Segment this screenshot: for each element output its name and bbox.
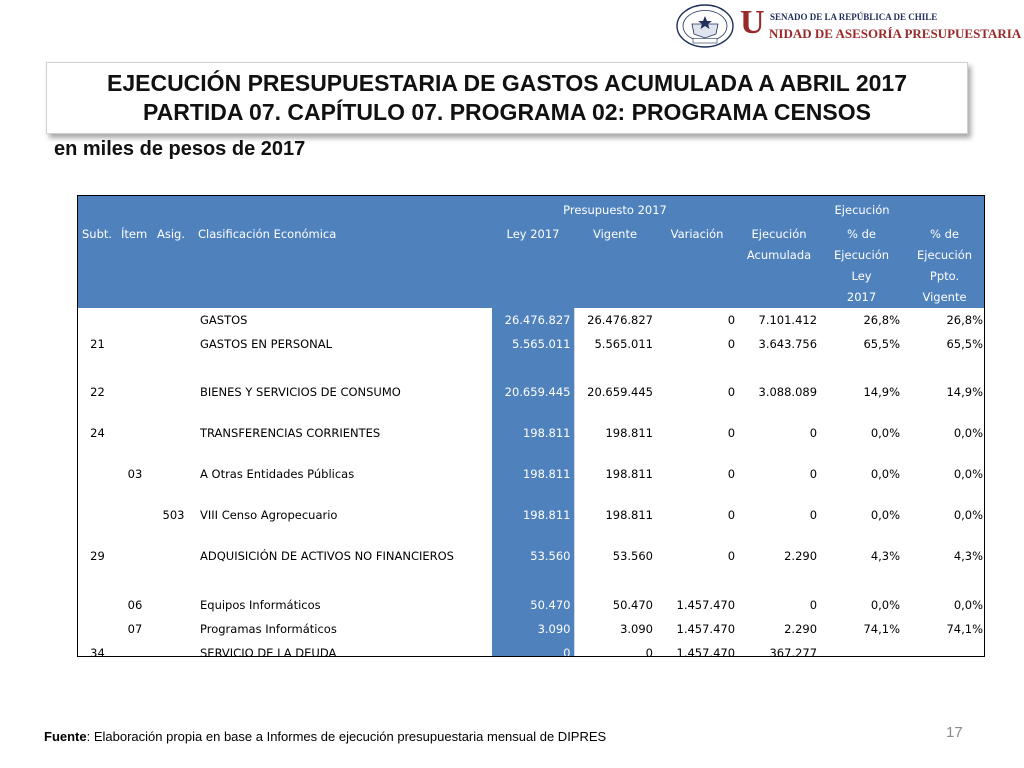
cell-pct-vig: 26,8% xyxy=(946,313,984,327)
table-row xyxy=(78,577,985,617)
cell-variacion: 1.457.470 xyxy=(676,646,736,657)
cell-ejecucion: 367.277 xyxy=(769,646,818,657)
cell-pct-ley: 4,3% xyxy=(870,549,901,563)
cell-item xyxy=(117,413,153,454)
cell-ley: 3.090 xyxy=(492,617,574,641)
cell-subt xyxy=(78,308,117,332)
cell-pct-vig: 74,1% xyxy=(946,622,984,636)
cell-ley: 198.811 xyxy=(492,495,574,536)
budget-table xyxy=(77,195,985,657)
col-pct-ley xyxy=(820,224,903,308)
cell-variacion: 1.457.470 xyxy=(676,622,736,636)
cell-asig xyxy=(153,454,194,495)
cell-ley: 198.811 xyxy=(492,413,574,454)
cell-ley: 20.659.445 xyxy=(492,372,574,413)
cell-vigente: 3.090 xyxy=(620,622,653,636)
cell-pct-ley: 0,0% xyxy=(870,598,901,612)
cell-label: GASTOS EN PERSONAL xyxy=(200,337,333,351)
cell-subt xyxy=(78,454,117,495)
cell-label: GASTOS xyxy=(200,313,248,327)
cell-ejecucion: 0 xyxy=(809,598,818,612)
cell-asig: 503 xyxy=(162,508,185,522)
cell-item xyxy=(117,332,153,372)
cell-asig xyxy=(153,372,194,413)
cell-ejecucion: 0 xyxy=(809,467,818,481)
cell-ejecucion: 0 xyxy=(809,508,818,522)
title-line-1: EJECUCIÓN PRESUPUESTARIA DE GASTOS ACUMULADA A ABRIL 2017 xyxy=(106,70,907,96)
table-row xyxy=(78,308,985,332)
col-variacion: Variación xyxy=(656,224,738,308)
cell-pct-ley: 0,0% xyxy=(870,426,901,440)
senate-seal-logo xyxy=(676,4,734,48)
col-subt: Subt. xyxy=(78,224,117,308)
cell-asig xyxy=(153,332,194,372)
cell-ley: 53.560 xyxy=(492,536,574,577)
group-ejecucion: Ejecución xyxy=(738,196,985,224)
brand-initial: U xyxy=(740,4,765,41)
cell-variacion: 0 xyxy=(727,337,736,351)
table-row xyxy=(78,413,985,454)
cell-item xyxy=(117,536,153,577)
cell-vigente: 5.565.011 xyxy=(594,337,653,351)
header-columns-row xyxy=(78,224,985,308)
cell-label: A Otras Entidades Públicas xyxy=(200,467,355,481)
cell-variacion: 0 xyxy=(727,385,736,399)
col-ley: Ley 2017 xyxy=(492,224,574,308)
cell-label: Programas Informáticos xyxy=(200,622,337,636)
cell-variacion: 0 xyxy=(727,549,736,563)
cell-item xyxy=(117,641,153,657)
cell-asig xyxy=(153,308,194,332)
cell-vigente: 0 xyxy=(645,646,653,657)
cell-variacion: 0 xyxy=(727,313,736,327)
col-ejecucion-acumulada xyxy=(738,224,820,308)
cell-variacion: 0 xyxy=(727,467,736,481)
cell-label: SERVICIO DE LA DEUDA xyxy=(200,646,337,657)
cell-pct-ley: 0,0% xyxy=(870,508,901,522)
cell-subt xyxy=(78,495,117,536)
cell-ley: 26.476.827 xyxy=(492,308,574,332)
cell-subt: 34 xyxy=(90,646,105,657)
table-row xyxy=(78,641,985,657)
cell-subt xyxy=(78,617,117,641)
col-pct-ley-l1: % de xyxy=(847,227,877,241)
cell-vigente: 20.659.445 xyxy=(587,385,653,399)
cell-variacion: 0 xyxy=(727,426,736,440)
cell-pct-vig: 0,0% xyxy=(953,426,984,440)
cell-vigente: 198.811 xyxy=(605,508,653,522)
title-box xyxy=(46,62,968,134)
title-line-2: PARTIDA 07. CAPÍTULO 07. PROGRAMA 02: PROGRAMA CENSOS xyxy=(143,99,871,125)
cell-ley: 0 xyxy=(492,641,574,657)
col-ejec-l2: Acumulada xyxy=(746,248,812,262)
cell-label: TRANSFERENCIAS CORRIENTES xyxy=(200,426,381,440)
cell-item: 03 xyxy=(127,467,143,481)
col-pct-vigente xyxy=(903,224,985,308)
col-pct-vig-l3: Ppto. Vigente xyxy=(922,269,967,304)
cell-pct-vig: 0,0% xyxy=(953,508,984,522)
cell-variacion: 1.457.470 xyxy=(676,598,736,612)
cell-item xyxy=(117,308,153,332)
cell-pct-vig: 0,0% xyxy=(953,598,984,612)
cell-pct-ley: 65,5% xyxy=(863,337,901,351)
cell-item: 06 xyxy=(127,598,143,612)
senate-line: SENADO DE LA REPÚBLICA DE CHILE xyxy=(770,12,938,22)
cell-pct-vig: 14,9% xyxy=(946,385,984,399)
cell-pct-ley: 74,1% xyxy=(863,622,901,636)
cell-pct-vig xyxy=(903,641,985,657)
cell-ejecucion: 2.290 xyxy=(784,622,818,636)
col-pct-ley-l2: Ejecución Ley xyxy=(834,248,890,283)
unit-name: NIDAD DE ASESORÍA PRESUPUESTARIA xyxy=(769,26,1022,41)
cell-ejecucion: 2.290 xyxy=(784,549,818,563)
cell-ley: 198.811 xyxy=(492,454,574,495)
cell-ejecucion: 0 xyxy=(809,426,818,440)
cell-subt: 29 xyxy=(90,549,105,563)
cell-subt: 21 xyxy=(90,337,105,351)
col-pct-vig-l1: % de xyxy=(930,227,960,241)
cell-ley: 50.470 xyxy=(492,577,574,617)
cell-vigente: 50.470 xyxy=(612,598,653,612)
table-row xyxy=(78,332,985,372)
cell-vigente: 198.811 xyxy=(605,467,653,481)
page-number: 17 xyxy=(946,724,963,741)
cell-asig xyxy=(153,617,194,641)
cell-pct-vig: 4,3% xyxy=(953,549,984,563)
source-note xyxy=(44,729,606,744)
cell-ley: 5.565.011 xyxy=(492,332,574,372)
cell-item xyxy=(117,372,153,413)
col-pct-vig-l2: Ejecución xyxy=(917,248,973,262)
table-row xyxy=(78,454,985,495)
cell-vigente: 26.476.827 xyxy=(587,313,653,327)
col-pct-ley-l3: 2017 xyxy=(846,290,877,304)
col-ejec-l1: Ejecución xyxy=(751,227,807,241)
cell-asig xyxy=(153,577,194,617)
source-label: Fuente xyxy=(44,729,87,744)
cell-pct-ley xyxy=(820,641,903,657)
cell-ejecucion: 7.101.412 xyxy=(758,313,818,327)
cell-variacion: 0 xyxy=(727,508,736,522)
source-text: : Elaboración propia en base a Informes de ejecución presupuestaria mensual de DIPRES xyxy=(86,729,607,744)
cell-vigente: 198.811 xyxy=(605,426,653,440)
col-item: Ítem xyxy=(117,224,153,308)
cell-asig xyxy=(153,536,194,577)
table-row xyxy=(78,372,985,413)
cell-item xyxy=(117,495,153,536)
table-row xyxy=(78,495,985,536)
cell-subt: 22 xyxy=(90,385,105,399)
cell-label: ADQUISICIÓN DE ACTIVOS NO FINANCIEROS xyxy=(200,549,454,563)
cell-label: BIENES Y SERVICIOS DE CONSUMO xyxy=(200,385,401,399)
cell-label: Equipos Informáticos xyxy=(200,598,321,612)
cell-subt: 24 xyxy=(90,426,105,440)
cell-label: VIII Censo Agropecuario xyxy=(200,508,338,522)
group-presupuesto: Presupuesto 2017 xyxy=(492,196,738,224)
cell-pct-vig: 0,0% xyxy=(953,467,984,481)
cell-ejecucion: 3.088.089 xyxy=(758,385,818,399)
col-clasificacion: Clasificación Económica xyxy=(194,224,492,308)
table-row xyxy=(78,617,985,641)
cell-pct-ley: 26,8% xyxy=(863,313,901,327)
cell-item: 07 xyxy=(127,622,143,636)
col-asig: Asig. xyxy=(153,224,194,308)
cell-pct-vig: 65,5% xyxy=(946,337,984,351)
cell-vigente: 53.560 xyxy=(612,549,653,563)
cell-asig xyxy=(153,641,194,657)
cell-pct-ley: 0,0% xyxy=(870,467,901,481)
col-vigente: Vigente xyxy=(574,224,656,308)
cell-ejecucion: 3.643.756 xyxy=(758,337,818,351)
cell-subt xyxy=(78,577,117,617)
header-group-row xyxy=(78,196,985,224)
cell-pct-ley: 14,9% xyxy=(863,385,901,399)
table-row xyxy=(78,536,985,577)
units-subtitle: en miles de pesos de 2017 xyxy=(54,138,306,160)
cell-asig xyxy=(153,413,194,454)
